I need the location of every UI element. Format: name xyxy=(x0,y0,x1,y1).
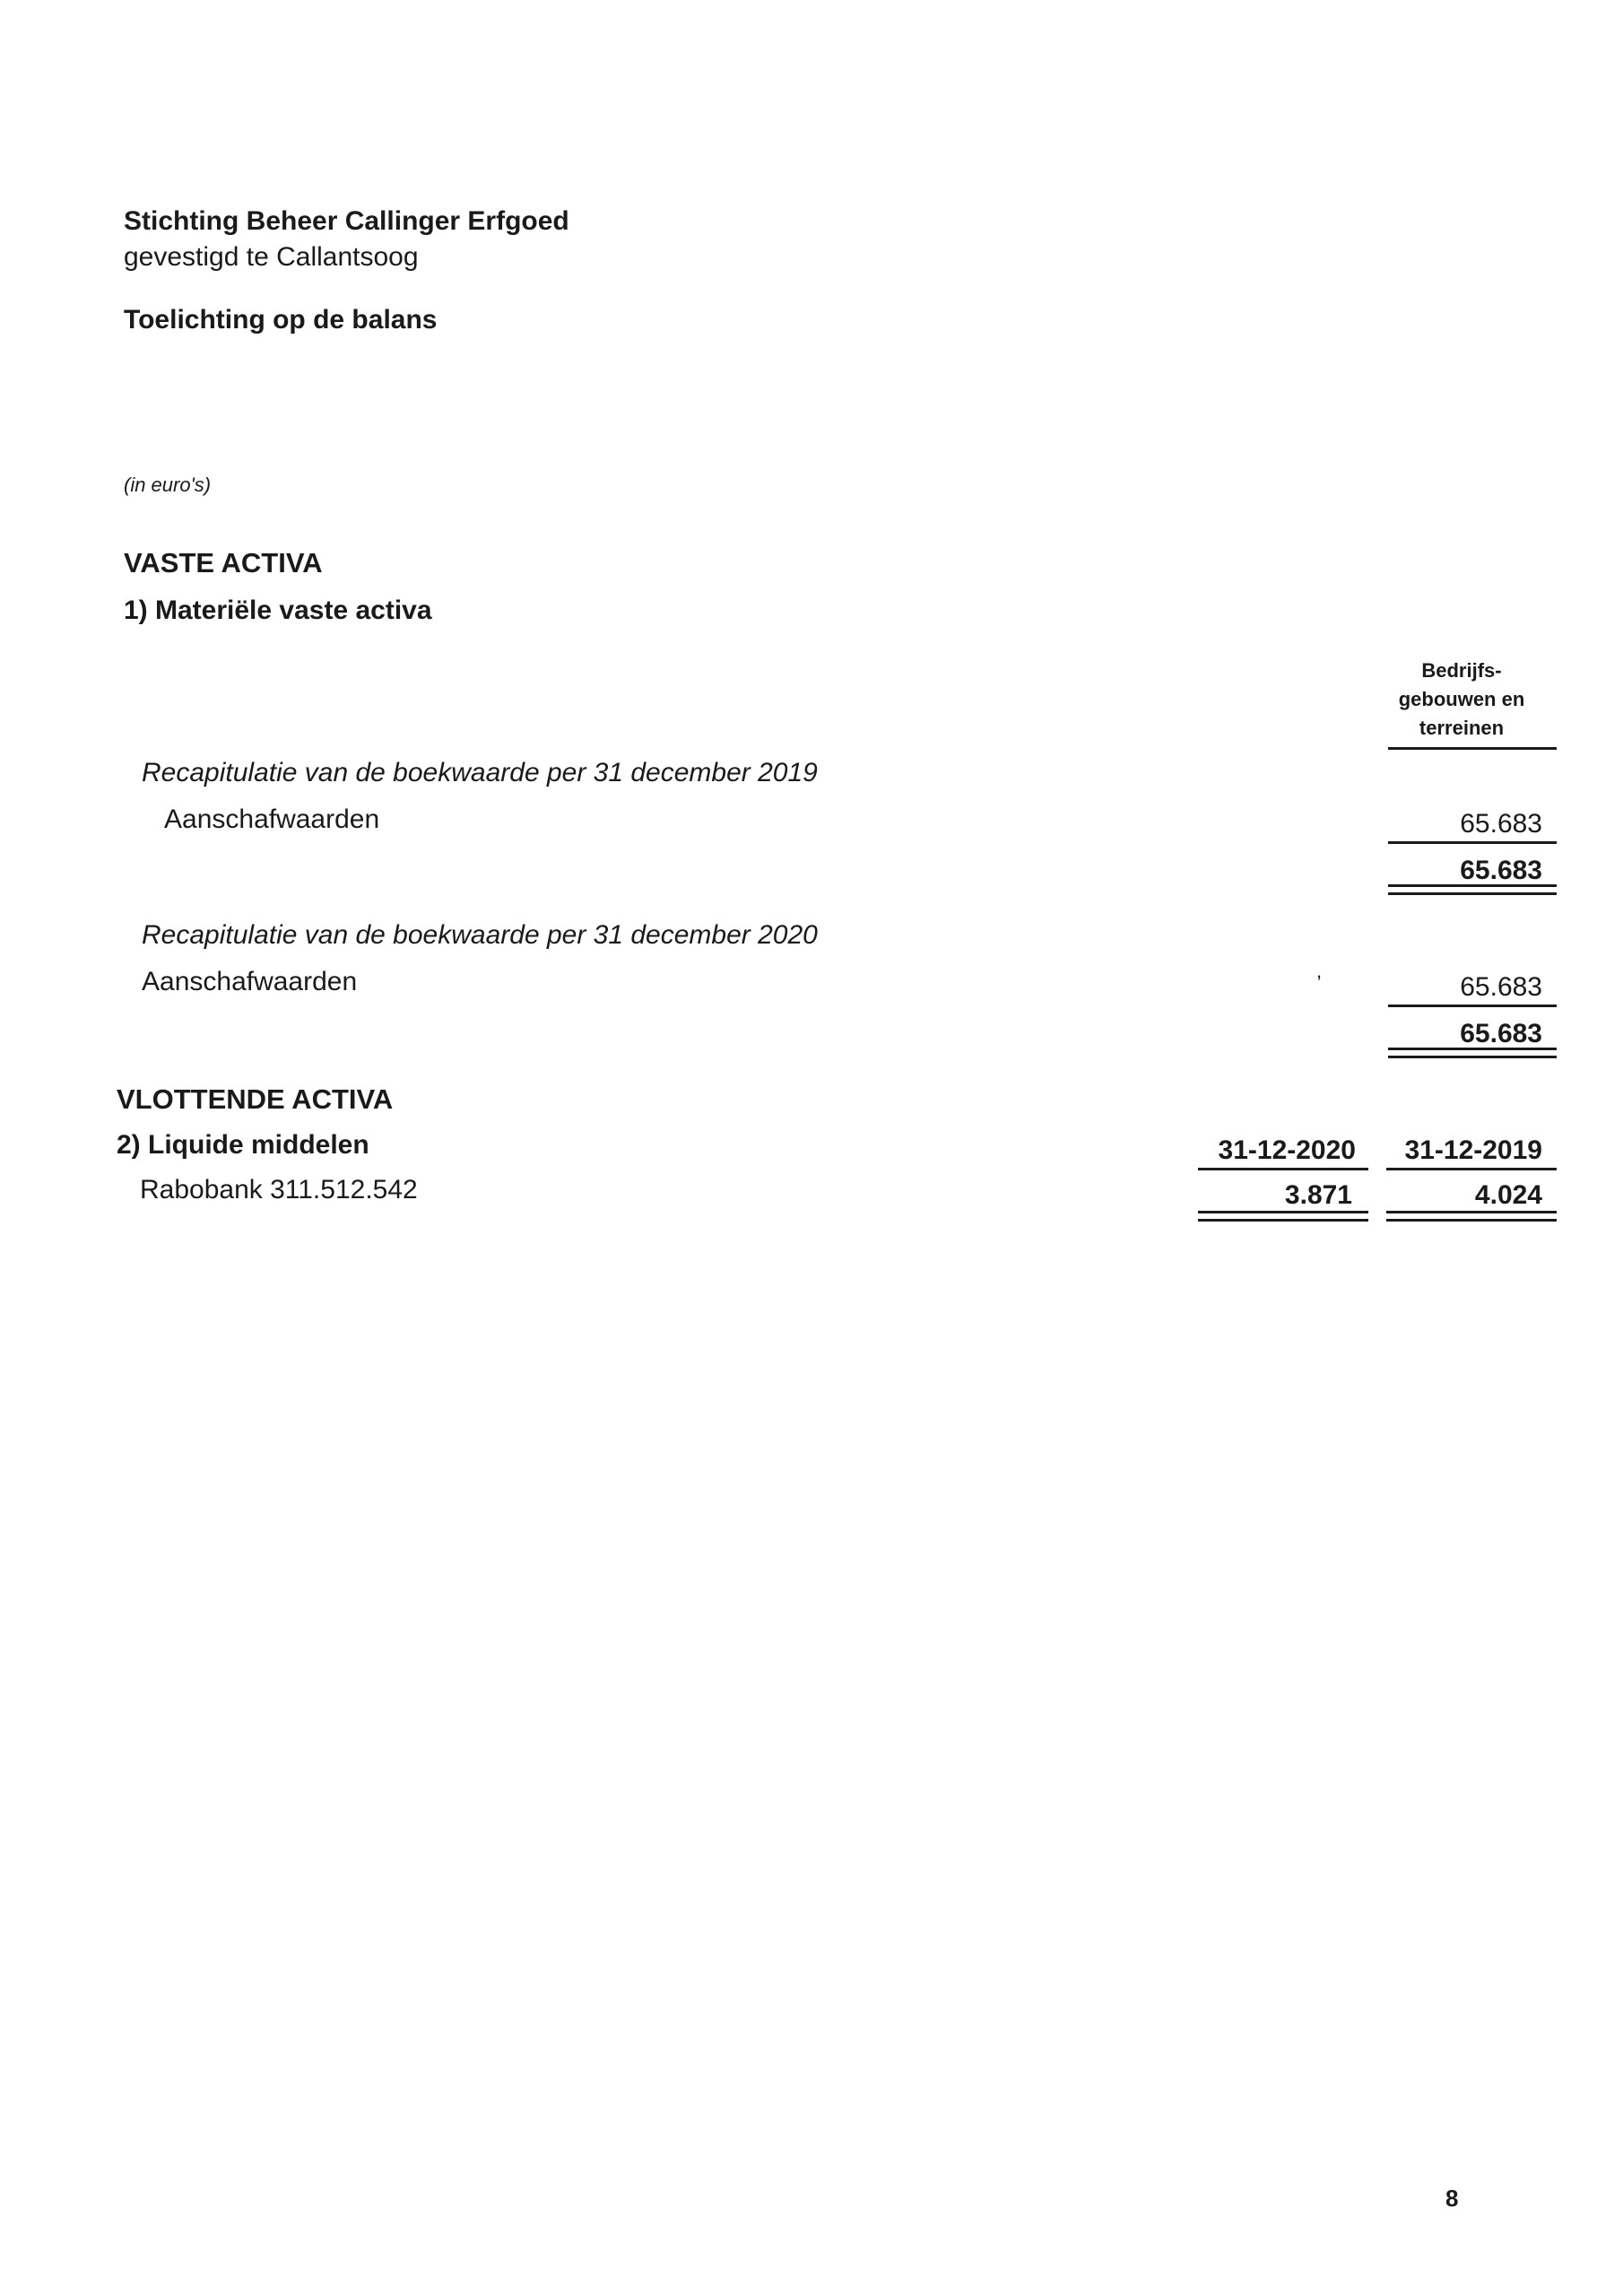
recap-heading-2020: Recapitulatie van de boekwaarde per 31 december 2020 xyxy=(142,920,818,950)
row-value-aanschafwaarden-2019: 65.683 xyxy=(1460,809,1542,839)
column-header-date-2020: 31-12-2020 xyxy=(1218,1135,1356,1165)
document-title: Toelichting op de balans xyxy=(124,305,438,335)
note-title-liquide-middelen: 2) Liquide middelen xyxy=(117,1130,369,1160)
date-header-rule-2019 xyxy=(1386,1168,1557,1170)
stray-mark: , xyxy=(1316,960,1323,982)
column-header-bedrijfsgebouwen xyxy=(1381,657,1542,743)
currency-unit: (in euro's) xyxy=(124,474,212,496)
row-label-rabobank: Rabobank 311.512.542 xyxy=(140,1175,418,1205)
organization-name: Stichting Beheer Callinger Erfgoed xyxy=(124,206,569,236)
recap-heading-2019: Recapitulatie van de boekwaarde per 31 december 2019 xyxy=(142,758,818,787)
row-value-rabobank-2019: 4.024 xyxy=(1474,1180,1542,1210)
row-label-aanschafwaarden-2020: Aanschafwaarden xyxy=(142,967,358,996)
row-value-aanschafwaarden-2020: 65.683 xyxy=(1460,972,1542,1002)
column-header-line: gebouwen en xyxy=(1398,688,1525,710)
section-title-vlottende-activa: VLOTTENDE ACTIVA xyxy=(117,1083,394,1115)
total-double-rule-2020 xyxy=(1388,1048,1557,1058)
row-value-rabobank-2020: 3.871 xyxy=(1284,1180,1352,1210)
total-double-rule-rabobank-2020 xyxy=(1198,1211,1368,1222)
section-title-vaste-activa: VASTE ACTIVA xyxy=(124,547,323,578)
subtotal-rule-2020 xyxy=(1388,1004,1557,1007)
column-header-rule xyxy=(1388,747,1557,750)
total-double-rule-2019 xyxy=(1388,884,1557,895)
column-header-date-2019: 31-12-2019 xyxy=(1404,1135,1542,1165)
total-double-rule-rabobank-2019 xyxy=(1386,1211,1557,1222)
total-value-2020: 65.683 xyxy=(1460,1019,1542,1048)
total-value-2019: 65.683 xyxy=(1460,856,1542,885)
subtotal-rule-2019 xyxy=(1388,841,1557,844)
column-header-line: Bedrijfs- xyxy=(1421,659,1502,682)
column-header-line: terreinen xyxy=(1419,717,1505,739)
note-title-materiele-vaste-activa: 1) Materiële vaste activa xyxy=(124,596,432,625)
organization-location: gevestigd te Callantsoog xyxy=(124,242,419,272)
page-number: 8 xyxy=(1445,2185,1459,2212)
date-header-rule-2020 xyxy=(1198,1168,1368,1170)
row-label-aanschafwaarden-2019: Aanschafwaarden xyxy=(164,804,380,834)
